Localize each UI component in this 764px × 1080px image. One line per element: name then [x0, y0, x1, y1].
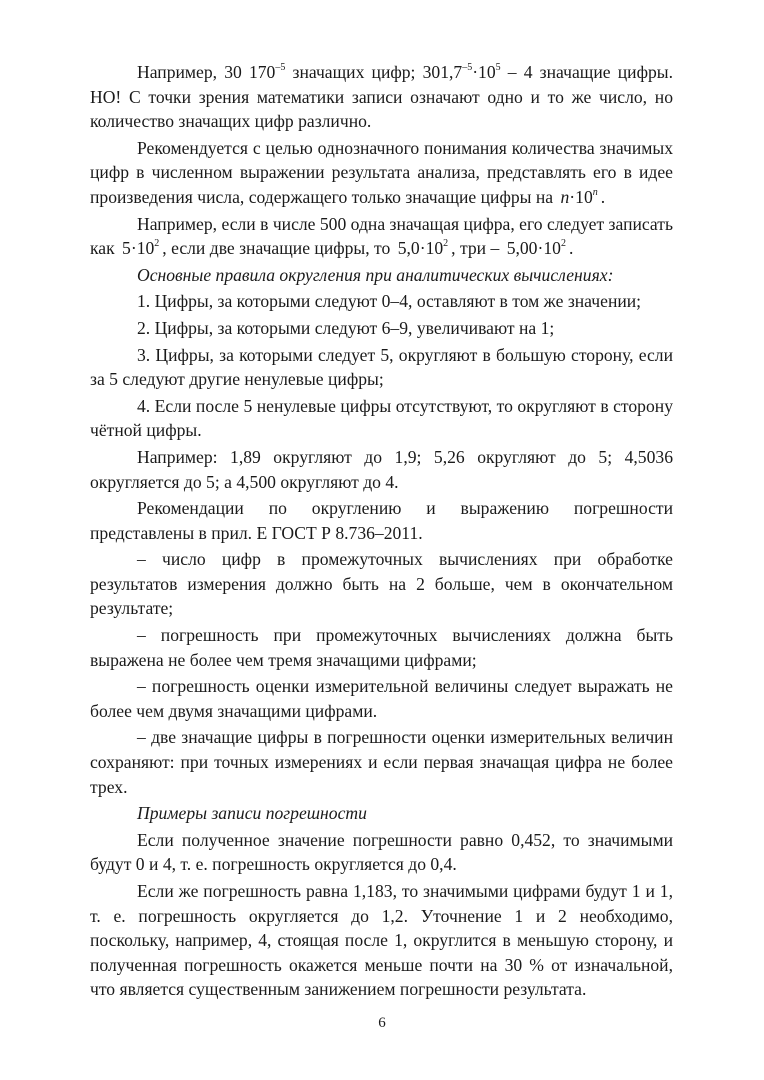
paragraph-rounding-example: Например: 1,89 округляют до 1,9; 5,26 округляют до 5; 4,5036 округляется до 5; а 4,500 округляют до 4. [90, 446, 673, 492]
formula-n-times-10n: $n\cdot 10^n$ [560, 186, 598, 207]
dash-item: – две значащие цифры в погрешности оценки измерительных величин сохраняют: при точных измерениях и если первая значащая цифра не более трех. [90, 727, 673, 797]
paragraph-500-example: Например, если в числе 500 одна значащая цифра, его следует записать как $5\cdot 10^2$ , если две значащие цифры, то $5,0\cdot 10^2$ , три – $5,00\cdot 10^2$ . [90, 213, 673, 259]
rule-item: 3. Цифры, за которыми следует 5, округляют в большую сторону, если за 5 следуют другие ненулевые цифры; [90, 344, 673, 390]
paragraph-gost-reference: Рекомендации по округлению и выражению погрешности представлены в прил. Е ГОСТ Р 8.736–2011. [90, 498, 673, 543]
document-page [90, 60, 673, 1002]
paragraph-error-example-1: Если полученное значение погрешности равно 0,452, то значимыми будут 0 и 4, т. е. погрешность округляется до 0,4. [90, 829, 673, 875]
formula-5-00e2: $5,00\cdot 10^2$ [506, 238, 566, 259]
paragraph-error-example-2: Если же погрешность равна 1,183, то значимыми цифрами будут 1 и 1, т. е. погрешность округляется до 1,2. Уточнение 1 и 2 необходимо, поскольку, например, 4, стоящая после 1, округлится в меньшую сторону, и полученная погрешность окажется меньше почти на 30 % от изначальной, что является существенным занижением погрешности результата. [90, 881, 673, 1000]
paragraph-recommendation: Рекомендуется с целью однозначного понимания количества значимых цифр в численном выражении результата анализа, представлять его в идее произведения числа, содержащего только значащие цифры на $n\cdot 10^n$ . [90, 137, 673, 207]
dash-item: – погрешность при промежуточных вычислениях должна быть выражена не более чем тремя значащими цифрами; [90, 625, 673, 670]
rule-item: 2. Цифры, за которыми следуют 6–9, увеличивают на 1; [137, 317, 555, 338]
dash-item: – число цифр в промежуточных вычислениях при обработке результатов измерения должно быть на 2 больше, чем в окончательном результате; [90, 549, 673, 619]
rule-item: 4. Если после 5 ненулевые цифры отсутствуют, то округляют в сторону чётной цифры. [90, 395, 673, 441]
dash-item: – погрешность оценки измерительной величины следует выражать не более чем двумя значащими цифрами. [90, 676, 673, 721]
rules-heading: Основные правила округления при аналитических вычислениях: [137, 264, 614, 285]
formula-5-0e2: $5,0\cdot 10^2$ [397, 238, 449, 259]
examples-heading: Примеры записи погрешности [137, 803, 367, 824]
paragraph-significant-digits-example: Например, 30 $170^{-5}$ значащих цифр; $301,7^{-5}\cdot 10^5 - 4$ значащие цифры. НО! С точки зрения математики записи означают одно и то же число, но количество значащих цифр различно. [90, 62, 673, 132]
page-number: 6 [378, 1015, 386, 1031]
rule-item: 1. Цифры, за которыми следуют 0–4, оставляют в том же значении; [137, 291, 642, 312]
formula-5e2: $5\cdot 10^2$ [122, 238, 160, 259]
